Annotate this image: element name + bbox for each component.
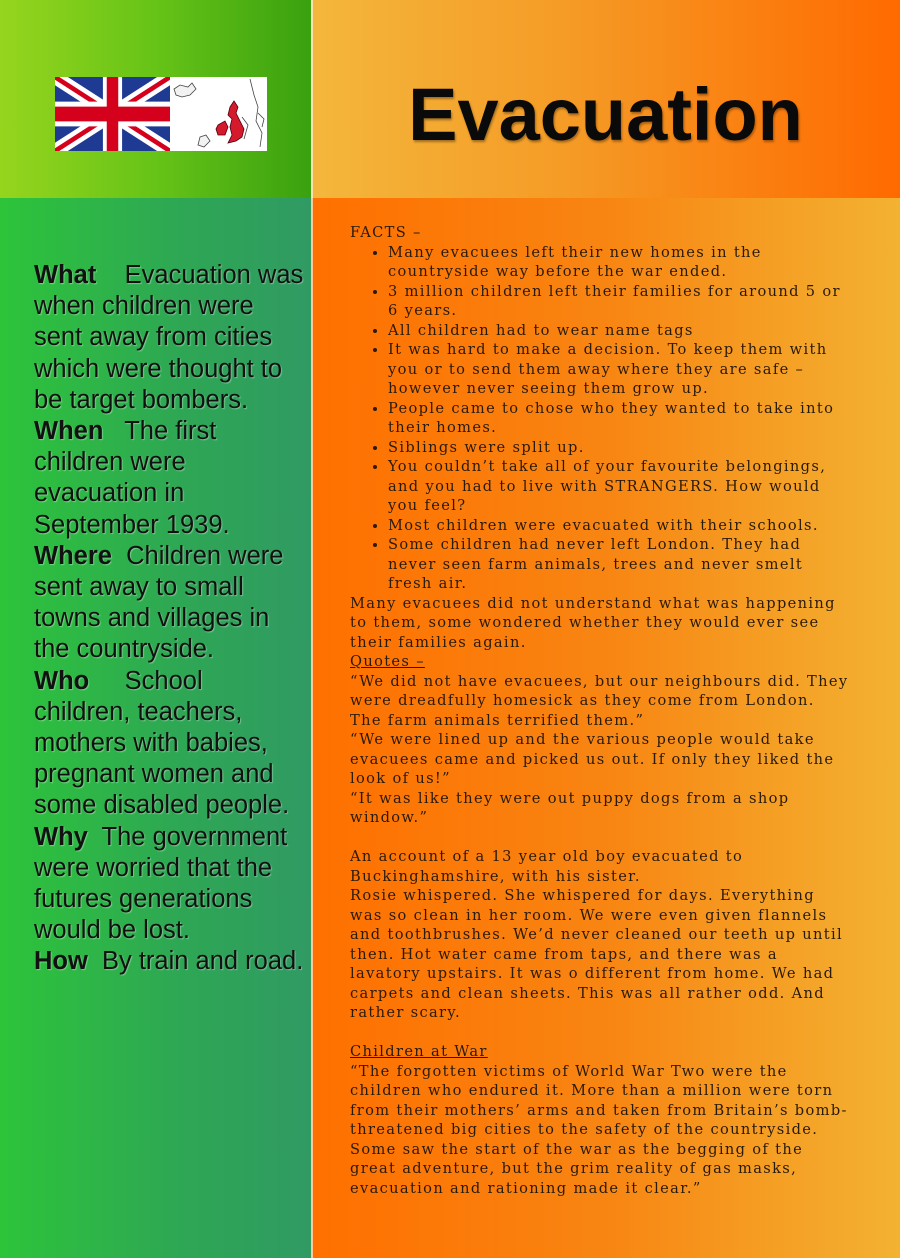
account-intro: An account of a 13 year old boy evacuated to Buckinghamshire, with his sister. (350, 848, 744, 885)
where-text: Children were sent away to small towns and villages in the countryside. (34, 541, 284, 664)
union-jack-flag-icon (55, 77, 170, 151)
right-details (350, 223, 850, 1198)
quote-item: “It was like they were out puppy dogs from a shop window.” (350, 789, 790, 826)
fact-item: • Many evacuees left their new homes in the countryside way before the war ended. (388, 243, 850, 282)
fact-item: • You couldn’t take all of your favourite belongings, and you had to live with STRANGERS. How would you feel? (388, 457, 850, 516)
quote-item: “We did not have evacuees, but our neighbours did. They were dreadfully homesick as they come from London. The farm animals terrified them.” (350, 672, 849, 729)
fact-item: • 3 million children left their families for around 5 or 6 years. (388, 282, 850, 321)
when-paragraph (34, 416, 304, 541)
british-isles-map-icon (170, 77, 267, 151)
facts-heading: FACTS – (350, 224, 422, 241)
fact-item: • Siblings were split up. (388, 438, 850, 458)
quote-item: “We were lined up and the various people would take evacuees came and picked us out. If only they liked the look of us!” (350, 731, 835, 787)
how-label: How (34, 947, 88, 976)
account-text: Rosie whispered. She whispered for days. Everything was so clean in her room. We were even given flannels and toothbrushes. We’d never cleaned our teeth up until then. Hot water came from taps, and there was a lavatory upstairs. It was o different from home. We had carpets and clean sheets. This was all rather odd. And rather scary. (350, 887, 844, 1021)
when-text: The first children were evacuation in September 1939. (34, 417, 230, 539)
what-label: What (34, 261, 97, 289)
facts-list (350, 243, 850, 594)
why-label: Why (34, 822, 88, 851)
who-paragraph (34, 666, 304, 822)
fact-item: • It was hard to make a decision. To keep them with you or to send them away where they are safe – however never seeing them grow up. (388, 340, 850, 399)
why-text: The government were worried that the futures generations would be lost. (34, 822, 288, 945)
how-paragraph (34, 946, 304, 977)
spacer (350, 828, 850, 848)
when-label: When (34, 417, 104, 446)
what-paragraph (34, 260, 304, 416)
where-label: Where (34, 541, 112, 570)
page-title: Evacuation (408, 73, 803, 156)
column-divider (311, 0, 313, 1258)
facts-summary: Many evacuees did not understand what was happening to them, some wondered whether they would ever see their families again. (350, 594, 836, 651)
quotes-heading: Quotes – (350, 653, 425, 670)
who-text: School children, teachers, mothers with babies, pregnant women and some disabled people. (34, 666, 290, 820)
who-label: Who (34, 666, 90, 695)
where-paragraph (34, 541, 304, 666)
fact-item: • All children had to wear name tags (388, 321, 850, 341)
spacer (350, 1023, 850, 1043)
children-at-war-text: “The forgotten victims of World War Two were the children who endured it. More than a million were torn from their mothers’ arms and taken from Britain’s bomb-threatened big cities to the safety of the countryside. Some saw the start of the war as the begging of the great adventure, but the grim reality of gas masks, evacuation and rationing made it clear.” (350, 1062, 848, 1197)
why-paragraph (34, 822, 304, 947)
fact-item: • People came to chose who they wanted to take into their homes. (388, 399, 850, 438)
what-text: Evacuation was when children were sent away from cities which were thought to be target bombers. (34, 261, 304, 414)
left-summary (34, 260, 304, 978)
fact-item: • Most children were evacuated with their schools. (388, 516, 850, 536)
children-at-war-heading: Children at War (350, 1043, 488, 1060)
fact-item: • Some children had never left London. They had never seen farm animals, trees and never smelt fresh air. (388, 535, 850, 594)
how-text: By train and road. (102, 947, 304, 976)
